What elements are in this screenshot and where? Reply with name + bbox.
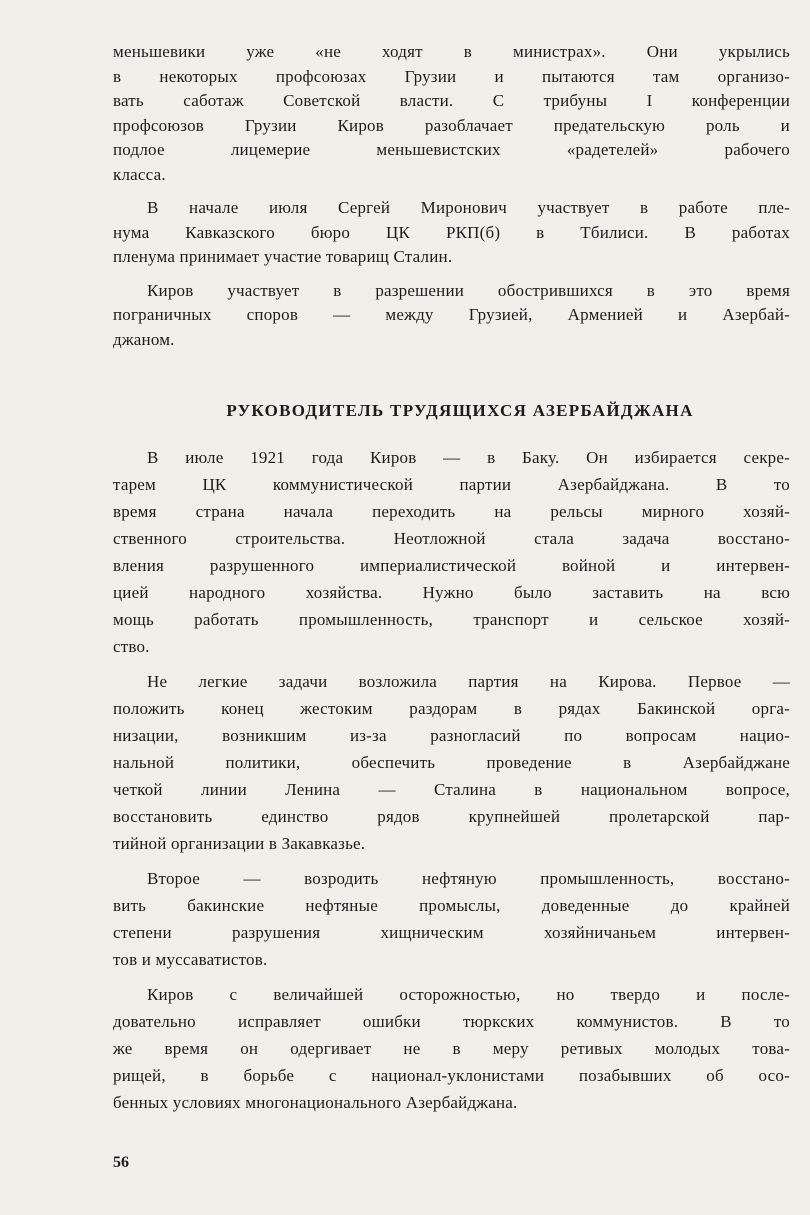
text-line: положить конец жестоким раздорам в рядах Бакинской орга- xyxy=(113,699,790,718)
paragraph xyxy=(113,279,790,353)
text-line: В июле 1921 года Киров — в Баку. Он избирается секре- xyxy=(147,448,790,467)
text-line: подлое лицемерие меньшевистских «радетелей» рабочего xyxy=(113,140,790,159)
text-line: тийной организации в Закавказье. xyxy=(113,834,366,853)
text-line: пленума принимает участие товарищ Сталин. xyxy=(113,247,453,266)
text-line: восстановить единство рядов крупнейшей пролетарской пар- xyxy=(113,807,790,826)
text-line: класса. xyxy=(113,164,166,184)
text-line: вить бакинские нефтяные промыслы, доведенные до крайней xyxy=(113,896,790,915)
text-line: Второе — возродить нефтяную промышленность, восстано- xyxy=(147,869,790,888)
text-line: цией народного хозяйства. Нужно было заставить на всю xyxy=(113,583,790,602)
text-line: вать саботаж Советской власти. С трибуны I конференции xyxy=(113,91,790,110)
text-line: довательно исправляет ошибки тюркских коммунистов. В то xyxy=(113,1012,790,1031)
text-line: ство. xyxy=(113,637,150,656)
text-line: тов и муссаватистов. xyxy=(113,950,268,969)
text-line: Не легкие задачи возложила партия на Кирова. Первое — xyxy=(147,672,790,691)
text-line: джаном. xyxy=(113,329,175,349)
text-line: В начале июля Сергей Миронович участвует в работе пле- xyxy=(147,198,790,217)
text-line: бенных условиях многонационального Азербайджана. xyxy=(113,1093,518,1112)
paragraph xyxy=(113,196,790,270)
text-line: четкой линии Ленина — Сталина в национальном вопросе, xyxy=(113,780,790,799)
text-line: степени разрушения хищническим хозяйничаньем интервен- xyxy=(113,923,790,942)
text-line: тарем ЦК коммунистической партии Азербайджана. В то xyxy=(113,475,790,494)
text-line: ственного строительства. Неотложной стала задача восстано- xyxy=(113,529,790,548)
text-line: вления разрушенного империалистической войной и интервен- xyxy=(113,556,790,575)
page-number: 56 xyxy=(113,1154,129,1171)
paragraph xyxy=(113,668,790,857)
text-line: нума Кавказского бюро ЦК РКП(б) в Тбилиси. В работах xyxy=(113,222,790,242)
text-line: Киров с величайшей осторожностью, но твердо и после- xyxy=(147,985,790,1004)
paragraph xyxy=(113,40,790,187)
text-line: низации, возникшим из-за разногласий по вопросам нацио- xyxy=(113,726,790,745)
text-line: профсоюзов Грузии Киров разоблачает предательскую роль и xyxy=(113,115,790,135)
text-line: время страна начала переходить на рельсы мирного хозяй- xyxy=(113,502,790,521)
text-line: же время он одергивает не в меру ретивых молодых това- xyxy=(113,1039,790,1058)
paragraph xyxy=(113,981,790,1116)
text-line: пограничных споров — между Грузией, Арменией и Азербай- xyxy=(113,305,790,324)
text-line: нальной политики, обеспечить проведение в Азербайджане xyxy=(113,753,790,772)
paragraph xyxy=(113,444,790,660)
text-line: рищей, в борьбе с национал-уклонистами позабывших об осо- xyxy=(113,1066,790,1085)
text-line: Киров участвует в разрешении обострившихся в это время xyxy=(147,280,790,300)
section-heading: РУКОВОДИТЕЛЬ ТРУДЯЩИХСЯ АЗЕРБАЙДЖАНА xyxy=(226,401,694,420)
paragraph xyxy=(113,865,790,973)
text-line: меньшевики уже «не ходят в министрах». Они укрылись xyxy=(113,42,790,61)
text-line: в некоторых профсоюзах Грузии и пытаются там организо- xyxy=(113,66,790,86)
text-line: мощь работать промышленность, транспорт и сельское хозяй- xyxy=(113,610,790,629)
